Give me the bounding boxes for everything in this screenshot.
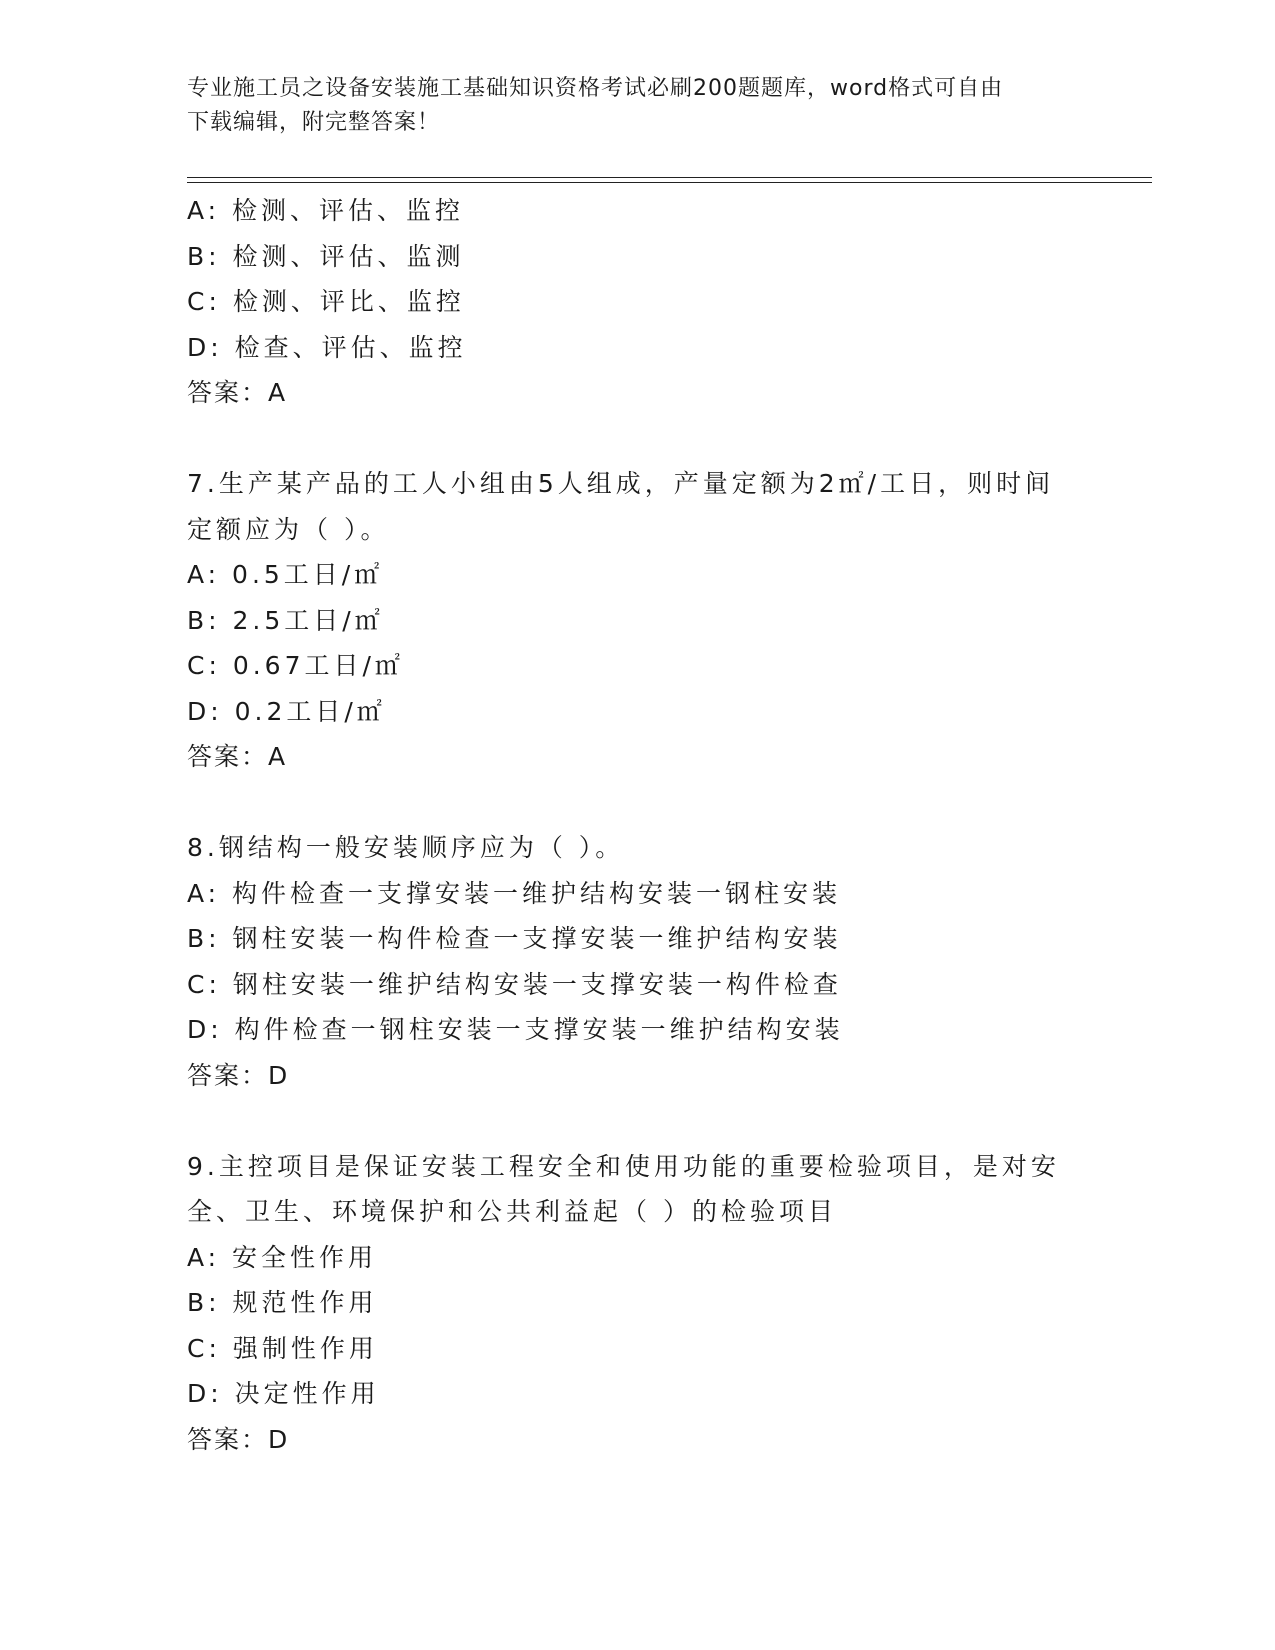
option-d: D: 构件检查一钢柱安装一支撑安装一维护结构安装: [187, 1015, 844, 1044]
question-7: [187, 461, 1087, 780]
question-stem-line-1: 7.生产某产品的工人小组由5人组成，产量定额为2㎡/工日，则时间: [187, 469, 1055, 498]
option-c: C: 强制性作用: [187, 1333, 378, 1363]
spacer: [187, 416, 1087, 462]
header-title-line-1: 专业施工员之设备安装施工基础知识资格考试必刷200题题库，word格式可自由: [187, 76, 1004, 101]
option-a: A: 0.5工日/㎡: [187, 560, 384, 589]
option-c: C: 检测、评比、监控: [187, 287, 465, 316]
option-d: D: 决定性作用: [187, 1379, 380, 1408]
question-stem-line-1: 9.主控项目是保证安装工程安全和使用功能的重要检验项目，是对安: [187, 1151, 1060, 1181]
spacer: [187, 780, 1087, 826]
answer: 答案：D: [187, 1060, 290, 1090]
option-a: A: 安全性作用: [187, 1242, 378, 1272]
question-6: [187, 188, 1087, 416]
option-b: B: 检测、评估、监测: [187, 241, 465, 271]
answer: 答案：A: [187, 742, 288, 771]
option-b: B: 规范性作用: [187, 1288, 378, 1317]
answer: 答案：D: [187, 1424, 290, 1454]
option-d: D: 0.2工日/㎡: [187, 696, 386, 726]
question-stem-line-1: 8.钢结构一般安装顺序应为（ ）。: [187, 833, 625, 862]
document-header: [187, 72, 1067, 140]
option-a: A: 构件检查一支撑安装一维护结构安装一钢柱安装: [187, 878, 842, 908]
question-8: [187, 825, 1087, 1098]
option-b: B: 2.5工日/㎡: [187, 605, 384, 635]
question-9: [187, 1144, 1087, 1463]
option-a: A: 检测、评估、监控: [187, 196, 465, 225]
option-d: D: 检查、评估、监控: [187, 332, 467, 362]
header-divider-top: [187, 177, 1152, 178]
question-list: [187, 188, 1087, 1462]
answer: 答案：A: [187, 378, 288, 407]
option-b: B: 钢柱安装一构件检查一支撑安装一维护结构安装: [187, 924, 842, 953]
header-divider-bottom: [187, 182, 1152, 183]
option-c: C: 0.67工日/㎡: [187, 651, 404, 680]
option-c: C: 钢柱安装一维护结构安装一支撑安装一构件检查: [187, 969, 842, 999]
spacer: [187, 1098, 1087, 1144]
question-stem-line-2: 定额应为（ ）。: [187, 514, 390, 544]
question-stem-line-2: 全、卫生、环境保护和公共利益起（ ）的检验项目: [187, 1197, 837, 1226]
header-title-line-2: 下载编辑，附完整答案！: [187, 110, 441, 135]
